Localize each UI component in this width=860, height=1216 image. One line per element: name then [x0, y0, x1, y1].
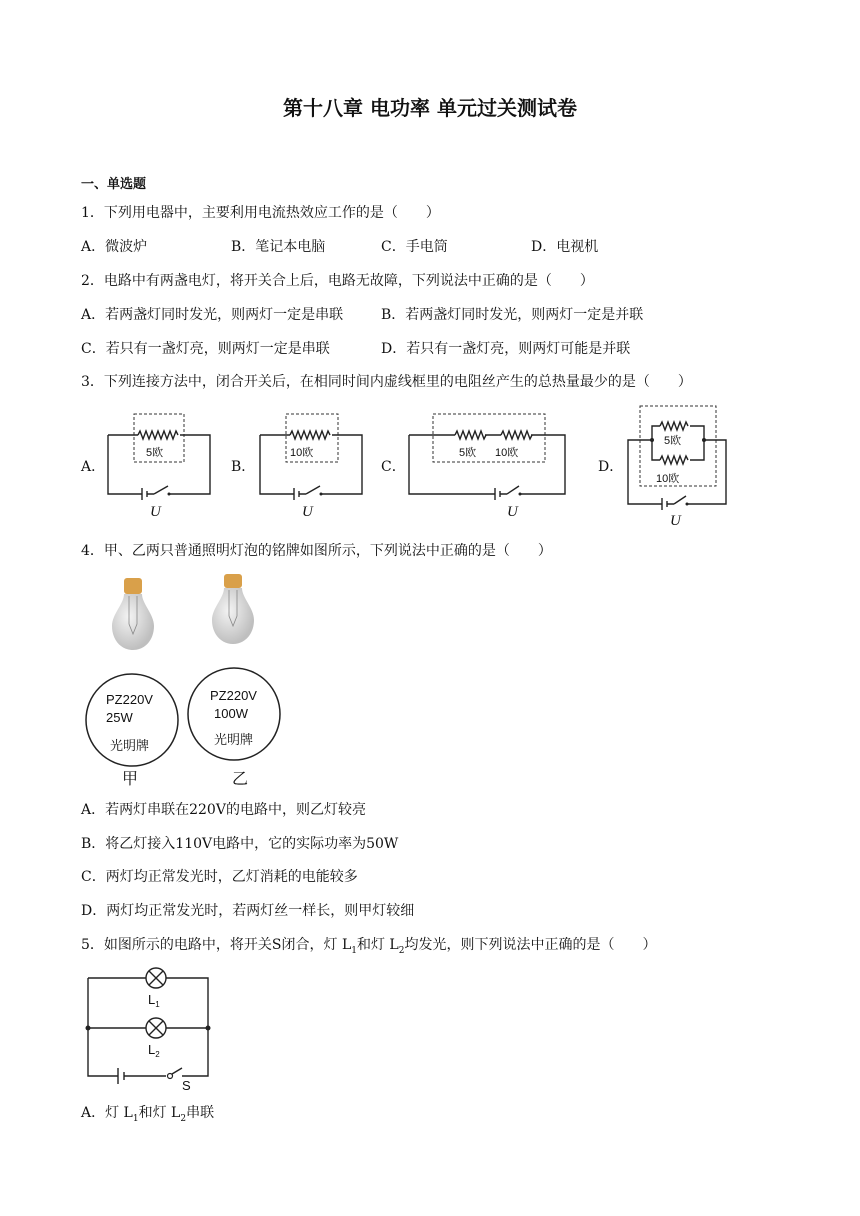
q1-option-a: A．微波炉 — [81, 239, 148, 255]
jia-name: 甲 — [122, 771, 139, 788]
q5-stem: 5．如图所示的电路中，将开关S闭合，灯 $L_1$和灯 $L_2$均发光，则下列说法中正确的是（ ） — [81, 937, 657, 956]
q3-option-a: A． — [81, 459, 106, 475]
q4-option-d: D．两灯均正常发光时，若两灯丝一样长，则甲灯较细 — [81, 903, 415, 919]
q3-d-u-label: U — [670, 513, 681, 529]
q4-stem: 4．甲、乙两只普通照明灯泡的铭牌如图所示，下列说法中正确的是（ ） — [81, 543, 552, 559]
q3-option-d: D． — [598, 459, 624, 475]
l2-label: $L_2$ — [148, 1042, 160, 1059]
q1-option-d: D．电视机 — [531, 239, 599, 255]
q2-option-c: C．若只有一盏灯亮，则两灯一定是串联 — [81, 341, 330, 357]
bulb-jia-icon — [112, 578, 154, 650]
yi-name: 乙 — [232, 771, 249, 788]
l1-label: $L_1$ — [148, 992, 160, 1009]
section-heading: 一、单选题 — [81, 177, 147, 192]
q2-option-a: A．若两盏灯同时发光，则两灯一定是串联 — [81, 307, 344, 323]
jia-power: 25W — [106, 710, 133, 725]
q3-d-r2-label: 10欧 — [656, 473, 680, 485]
yi-model: PZ220V — [210, 688, 257, 703]
q2-option-d: D．若只有一盏灯亮，则两灯可能是并联 — [381, 341, 631, 357]
q3-c-r2-label: 10欧 — [495, 447, 519, 459]
q1-option-c: C．手电筒 — [381, 239, 448, 255]
q3-b-r-label: 10欧 — [290, 447, 314, 459]
q3-b-u-label: U — [302, 504, 313, 520]
q3-option-b: B． — [231, 459, 256, 475]
q4-option-b: B．将乙灯接入110V电路中，它的实际功率为50W — [81, 836, 399, 852]
q4-option-a: A．若两灯串联在220V的电路中，则乙灯较亮 — [81, 802, 366, 818]
q2-option-b: B．若两盏灯同时发光，则两灯一定是并联 — [381, 307, 644, 323]
q3-c-r1-label: 5欧 — [459, 447, 477, 459]
q2-stem: 2．电路中有两盏电灯，将开关合上后，电路无故障，下列说法中正确的是（ ） — [81, 273, 594, 289]
q3-circuit-c — [409, 408, 569, 518]
q5-option-a: A．灯 $L_1$和灯 $L_2$串联 — [81, 1105, 215, 1124]
q4-lamp-nameplates — [84, 574, 284, 790]
jia-brand: 光明牌 — [110, 738, 150, 753]
q3-d-r1-label: 5欧 — [664, 435, 682, 447]
yi-brand: 光明牌 — [214, 732, 254, 747]
q3-c-u-label: U — [507, 504, 518, 520]
jia-model: PZ220V — [106, 692, 153, 707]
bulb-yi-icon — [212, 574, 254, 644]
q1-stem: 1．下列用电器中，主要利用电流热效应工作的是（ ） — [81, 205, 440, 221]
switch-label: S — [182, 1078, 191, 1093]
q3-stem: 3．下列连接方法中，闭合开关后，在相同时间内虚线框里的电阻丝产生的总热量最少的是（ ） — [81, 374, 692, 390]
q3-a-u-label: U — [150, 504, 161, 520]
q1-option-b: B．笔记本电脑 — [231, 239, 326, 255]
q3-option-c: C． — [381, 459, 406, 475]
q3-a-r-label: 5欧 — [146, 447, 164, 459]
yi-power: 100W — [214, 706, 248, 721]
page-title: 第十八章 电功率 单元过关测试卷 — [283, 96, 577, 120]
q3-circuit-b — [260, 408, 364, 518]
q3-circuit-a — [108, 408, 212, 518]
q4-option-c: C．两灯均正常发光时，乙灯消耗的电能较多 — [81, 869, 358, 885]
q5-circuit — [86, 962, 216, 1093]
q3-circuit-d — [626, 404, 732, 528]
